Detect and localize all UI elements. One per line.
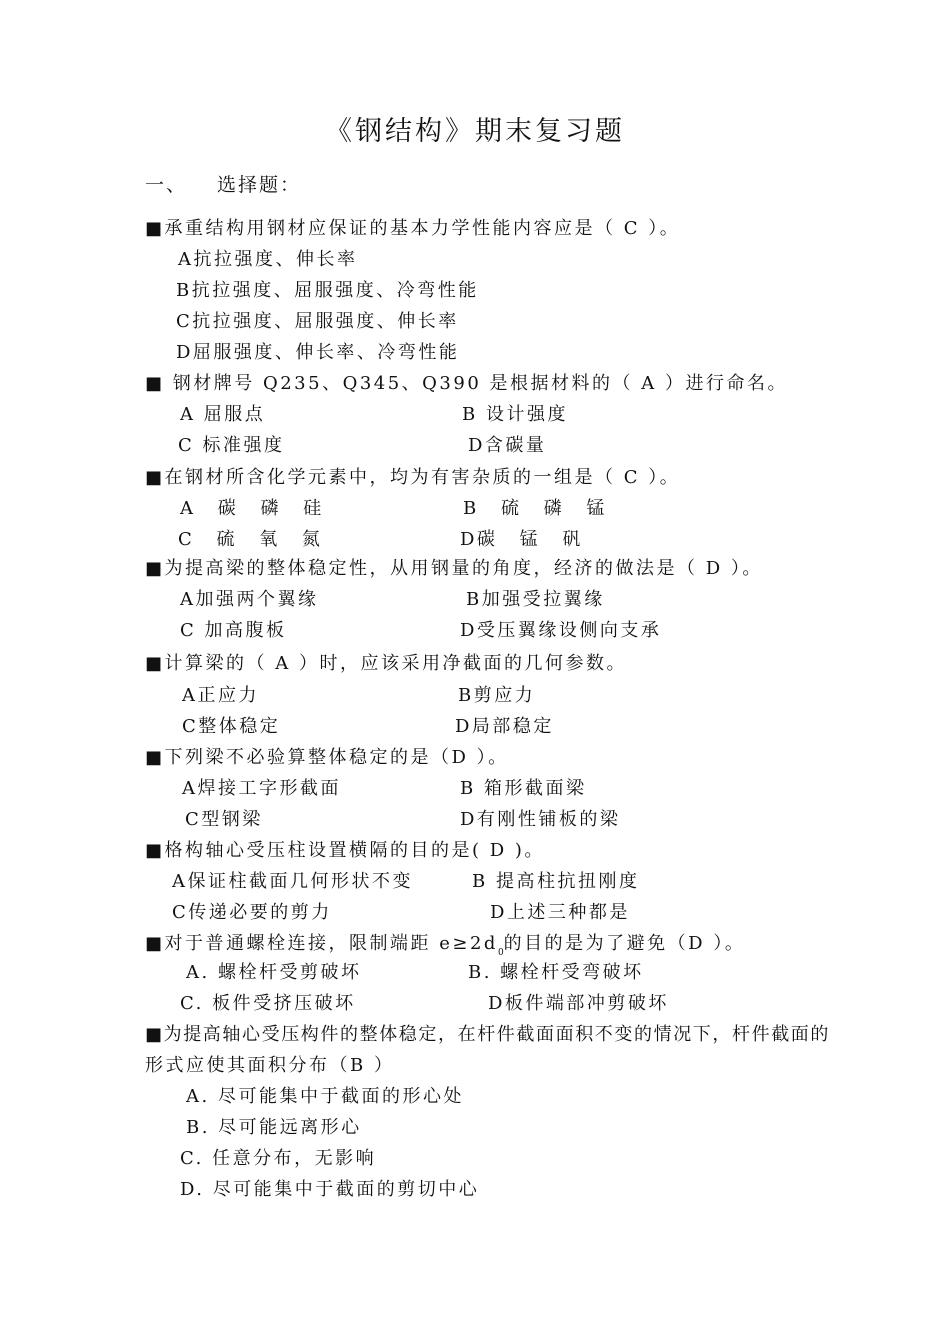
q5-option-d: D局部稳定 xyxy=(455,716,554,737)
q4-option-d: D受压翼缘设侧向支承 xyxy=(460,620,662,641)
question-9-stem-line-1: ■为提高轴心受压构件的整体稳定，在杆件截面面积不变的情况下，杆件截面的 xyxy=(145,1024,831,1045)
q8-option-d: D板件端部冲剪破坏 xyxy=(488,993,669,1014)
q2-option-c: C 标准强度 xyxy=(178,435,285,456)
q3-option-d: D碳 锰 矾 xyxy=(460,529,583,550)
q8-stem-text-end: 的目的是为了避免（D ）。 xyxy=(503,933,746,954)
q6-option-c: C型钢梁 xyxy=(185,809,263,830)
question-5-stem: ■计算梁的（ A ）时，应该采用净截面的几何参数。 xyxy=(145,653,627,674)
section-number: 一、 xyxy=(145,174,188,196)
question-9-stem-line-2: 形式应使其面积分布（B ） xyxy=(145,1055,395,1076)
q8-option-c: C. 板件受挤压破坏 xyxy=(180,993,356,1014)
q7-option-c: C传递必要的剪力 xyxy=(172,902,332,923)
q2-option-b: B 设计强度 xyxy=(462,404,568,425)
q5-option-a: A正应力 xyxy=(182,685,259,706)
q4-option-a: A加强两个翼缘 xyxy=(180,589,319,610)
q9-option-c: C. 任意分布，无影响 xyxy=(180,1148,377,1169)
q1-option-b: B抗拉强度、屈服强度、冷弯性能 xyxy=(176,280,479,301)
q8-option-a: A. 螺栓杆受剪破坏 xyxy=(186,962,362,983)
q3-option-b: B 硫 磷 锰 xyxy=(463,498,607,519)
question-1-stem: ■承重结构用钢材应保证的基本力学性能内容应是（ C ）。 xyxy=(145,218,681,239)
q4-option-b: B加强受拉翼缘 xyxy=(466,589,605,610)
q9-option-d: D. 尽可能集中于截面的剪切中心 xyxy=(180,1179,480,1200)
q5-option-c: C整体稳定 xyxy=(182,716,281,737)
question-7-stem: ■格构轴心受压柱设置横隔的目的是( D )。 xyxy=(145,840,545,861)
q8-option-b: B. 螺栓杆受弯破坏 xyxy=(468,962,644,983)
q2-option-a: A 屈服点 xyxy=(180,404,266,425)
section-label: 选择题： xyxy=(217,174,302,196)
q7-option-d: D上述三种都是 xyxy=(490,902,630,923)
q1-option-c: C抗拉强度、屈服强度、伸长率 xyxy=(176,311,459,332)
q7-option-a: A保证柱截面几何形状不变 xyxy=(172,871,413,892)
q3-option-a: A 碳 磷 硅 xyxy=(180,498,324,519)
question-6-stem: ■下列梁不必验算整体稳定的是（D ）。 xyxy=(145,747,509,768)
q5-option-b: B剪应力 xyxy=(458,685,536,706)
q6-option-d: D有刚性铺板的梁 xyxy=(460,809,621,830)
question-4-stem: ■为提高梁的整体稳定性，从用钢量的角度，经济的做法是（ D ）。 xyxy=(145,558,763,579)
question-8-stem xyxy=(145,931,745,960)
q4-option-c: C 加高腹板 xyxy=(180,620,287,641)
q9-option-b: B. 尽可能远离形心 xyxy=(186,1117,362,1138)
q8-stem-text: ■对于普通螺栓连接，限制端距 e≥2d xyxy=(145,933,498,954)
q3-option-c: C 硫 氧 氮 xyxy=(178,529,323,550)
q1-option-d: D屈服强度、伸长率、冷弯性能 xyxy=(176,342,460,363)
q8-stem-subscript: 0 xyxy=(497,948,504,958)
question-3-stem: ■在钢材所含化学元素中，均为有害杂质的一组是（ C ）。 xyxy=(145,467,681,488)
q2-option-d: D含碳量 xyxy=(468,435,547,456)
page-title: 《钢结构》期末复习题 xyxy=(325,116,625,147)
q6-option-b: B 箱形截面梁 xyxy=(460,778,587,799)
q6-option-a: A焊接工字形截面 xyxy=(182,778,341,799)
section-heading xyxy=(145,172,301,198)
question-2-stem: ■ 钢材牌号 Q235、Q345、Q390 是根据材料的（ A ）进行命名。 xyxy=(145,373,788,394)
q7-option-b: B 提高柱抗扭刚度 xyxy=(472,871,640,892)
q1-option-a: A抗拉强度、伸长率 xyxy=(178,249,358,270)
q9-option-a: A. 尽可能集中于截面的形心处 xyxy=(186,1086,464,1107)
